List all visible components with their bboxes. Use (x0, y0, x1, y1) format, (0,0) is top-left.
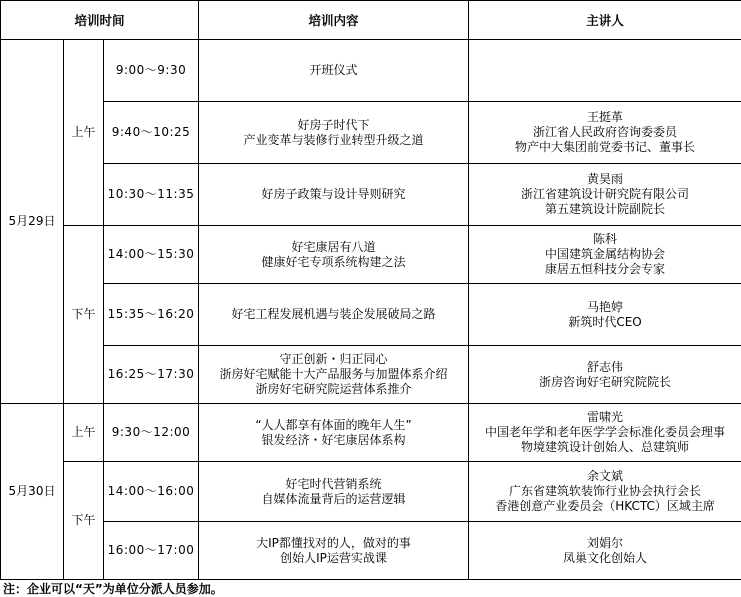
session-content-line: 产业变革与装修行业转型升级之道 (243, 132, 424, 147)
session-content (199, 284, 469, 346)
day-date: 5月30日 (1, 404, 64, 580)
day-date: 5月29日 (1, 40, 64, 404)
session-content-line: 好宅康居有八道 (291, 239, 376, 254)
session-content-line: 浙房好宅赋能十大产品服务与加盟体系介绍 (219, 367, 448, 381)
speaker-title-line: 中国建筑金属结构协会 (545, 247, 666, 261)
session-content-line: 银发经济・好宅康居体系构 (261, 432, 406, 447)
session-content-line: 守正创新・归正同心 (279, 352, 388, 366)
speaker-title-line: 凤巢文化创始人 (563, 550, 648, 565)
schedule-row (1, 164, 741, 226)
speaker-name: 雷啸光 (587, 410, 624, 424)
session-time: 15:35～16:20 (104, 284, 199, 346)
session-time: 14:00～15:30 (104, 226, 199, 284)
session-content-line: 大IP都懂找对的人，做对的事 (256, 535, 411, 550)
period-label: 下午 (64, 462, 104, 580)
speaker-name: 舒志伟 (587, 359, 624, 374)
speaker-title-line: 广东省建筑软装饰行业协会执行会长 (509, 484, 702, 498)
session-speaker (469, 226, 741, 284)
session-content (199, 346, 469, 404)
session-speaker (469, 404, 741, 462)
schedule-row (1, 226, 741, 284)
session-content (199, 522, 469, 580)
period-label: 上午 (64, 404, 104, 462)
session-time: 9:40～10:25 (104, 102, 199, 164)
speaker-name: 马艳婷 (587, 299, 624, 314)
session-content-line: 创始人IP运营实战课 (280, 550, 387, 565)
session-content-line: 好房子时代下 (297, 117, 370, 132)
session-content-line: 浙房好宅研究院运营体系推介 (255, 382, 412, 396)
speaker-name: 王挺革 (587, 110, 624, 124)
session-speaker (469, 164, 741, 226)
session-content-line: “人人都享有体面的晚年人生” (255, 417, 412, 432)
session-content-line: 自媒体流量背后的运营逻辑 (261, 491, 406, 506)
schedule-row (1, 346, 741, 404)
session-time: 9:30～12:00 (104, 404, 199, 462)
speaker-title-line: 物产中大集团前党委书记、董事长 (515, 140, 696, 154)
session-time: 9:00～9:30 (104, 40, 199, 102)
schedule-row (1, 40, 741, 102)
session-content-line: 好宅时代营销系统 (285, 476, 382, 491)
session-content-line: 好房子政策与设计导则研究 (261, 187, 406, 201)
speaker-title-line: 香港创意产业委员会（HKCTC）区域主席 (495, 499, 715, 513)
session-content-line: 健康好宅专项系统构建之法 (261, 254, 406, 269)
session-content-line: 开班仪式 (309, 63, 358, 77)
schedule-row (1, 404, 741, 462)
session-content-line: 好宅工程发展机遇与装企发展破局之路 (231, 307, 436, 321)
session-content (199, 164, 469, 226)
header-row (1, 1, 741, 40)
schedule-row (1, 522, 741, 580)
speaker-name: 余文斌 (587, 469, 624, 483)
session-speaker (469, 462, 741, 522)
schedule-row (1, 462, 741, 522)
session-time: 14:00～16:00 (104, 462, 199, 522)
period-label: 下午 (64, 226, 104, 404)
speaker-title-line: 新筑时代CEO (568, 314, 642, 329)
session-content (199, 462, 469, 522)
session-speaker (469, 346, 741, 404)
header-time: 培训时间 (1, 1, 199, 40)
session-content (199, 40, 469, 102)
schedule-row (1, 102, 741, 164)
session-speaker (469, 102, 741, 164)
speaker-title-line: 第五建筑设计院副院长 (545, 202, 666, 216)
speaker-title-line: 浙江省建筑设计研究院有限公司 (521, 187, 690, 201)
session-speaker (469, 522, 741, 580)
header-speaker: 主讲人 (469, 1, 741, 40)
session-content (199, 226, 469, 284)
session-speaker (469, 40, 741, 102)
speaker-title-line: 物境建筑设计创始人、总建筑师 (521, 440, 690, 454)
speaker-title-line: 康居五恒科技分会专家 (545, 262, 666, 276)
speaker-name: 刘娟尔 (587, 535, 624, 550)
period-label: 上午 (64, 40, 104, 226)
session-time: 16:25～17:30 (104, 346, 199, 404)
session-content (199, 404, 469, 462)
speaker-name: 陈科 (593, 232, 618, 246)
session-time: 10:30～11:35 (104, 164, 199, 226)
schedule-row (1, 284, 741, 346)
speaker-name: 黄昊雨 (587, 172, 624, 186)
session-content (199, 102, 469, 164)
session-time: 16:00～17:00 (104, 522, 199, 580)
header-content: 培训内容 (199, 1, 469, 40)
speaker-title-line: 浙房咨询好宅研究院院长 (539, 374, 672, 389)
session-speaker (469, 284, 741, 346)
footnote: 注：企业可以“天”为单位分派人员参加。 (3, 582, 223, 596)
speaker-title-line: 浙江省人民政府咨询委委员 (533, 125, 678, 139)
speaker-title-line: 中国老年学和老年医学学会标准化委员会理事 (485, 425, 726, 439)
schedule-body (1, 40, 741, 580)
